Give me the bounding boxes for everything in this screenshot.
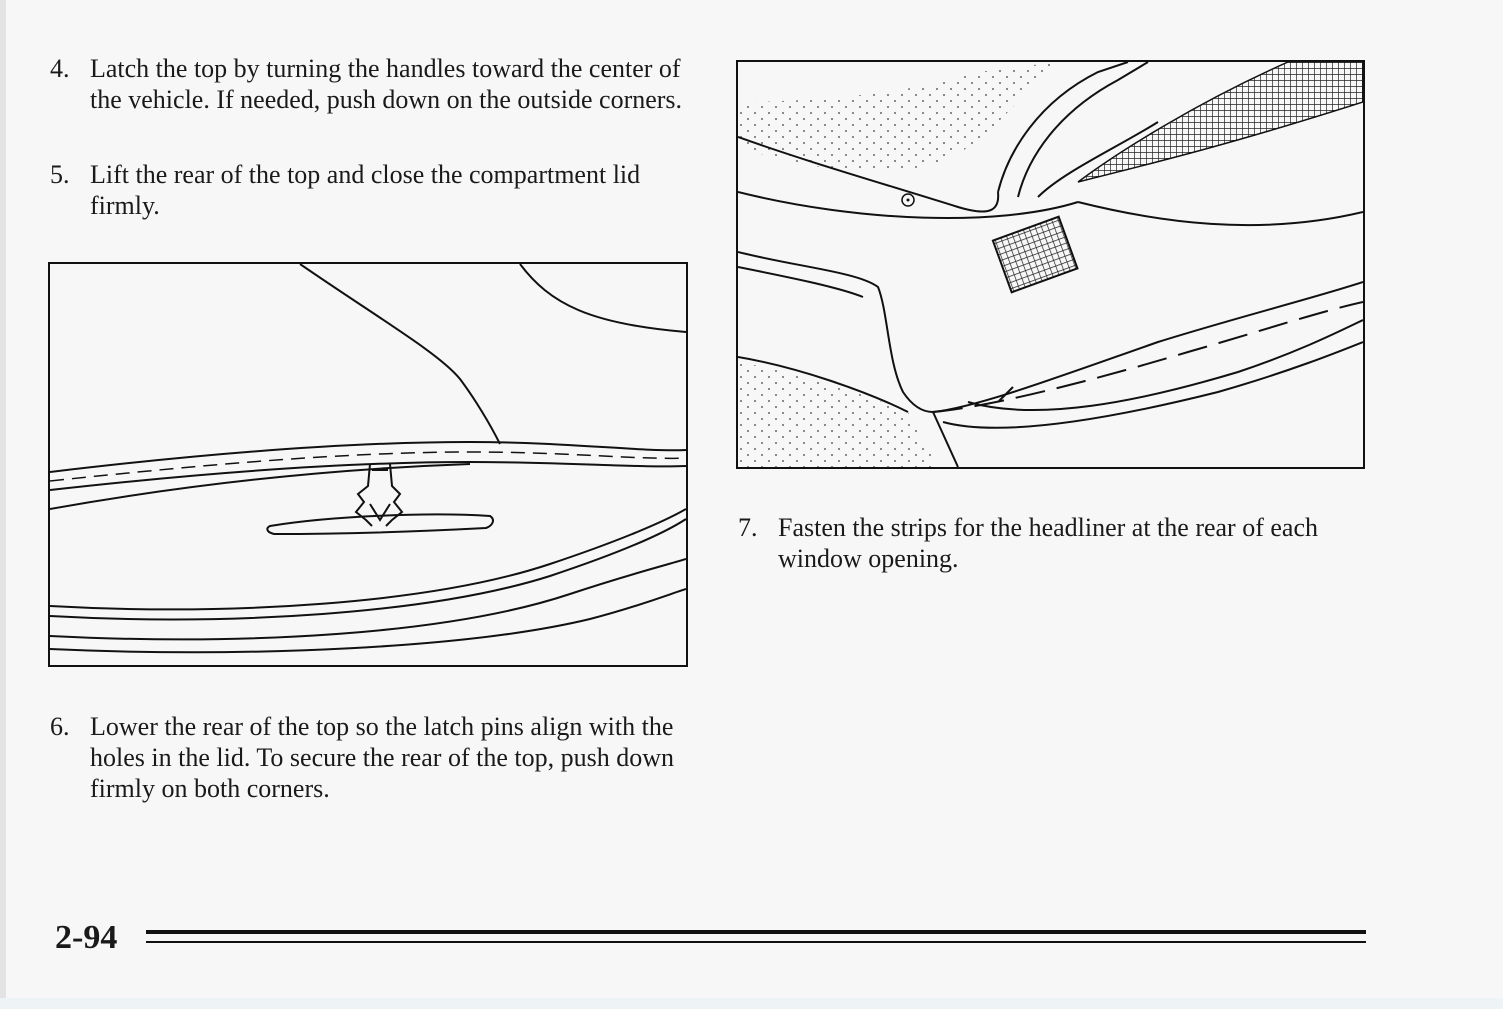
page-edge [0,0,6,1009]
page-edge-bottom [0,998,1503,1009]
step-text: Latch the top by turning the handles toward the center of the vehicle. If needed, push down on the outside corners. [90,54,683,114]
page-number: 2-94 [55,919,118,956]
latch-pin-illustration [48,262,688,667]
step-6 [50,711,700,804]
step-5 [50,159,700,221]
step-text: Lower the rear of the top so the latch pins align with the holes in the lid. To secure the rear of the top, push down firmly on both corners. [90,712,675,803]
headliner-drawing [738,62,1363,467]
step-number: 4. [50,54,70,83]
step-4 [50,53,690,115]
step-text: Fasten the strips for the headliner at the rear of each window opening. [778,513,1318,573]
step-number: 5. [50,160,70,189]
step-7 [738,512,1378,574]
footer-rule-thin [146,941,1366,943]
footer-rule [146,930,1366,934]
step-number: 7. [738,513,758,542]
latch-pin-drawing [50,264,686,665]
step-number: 6. [50,712,70,741]
step-text: Lift the rear of the top and close the compartment lid firmly. [90,160,641,220]
headliner-strip-illustration [736,60,1365,469]
